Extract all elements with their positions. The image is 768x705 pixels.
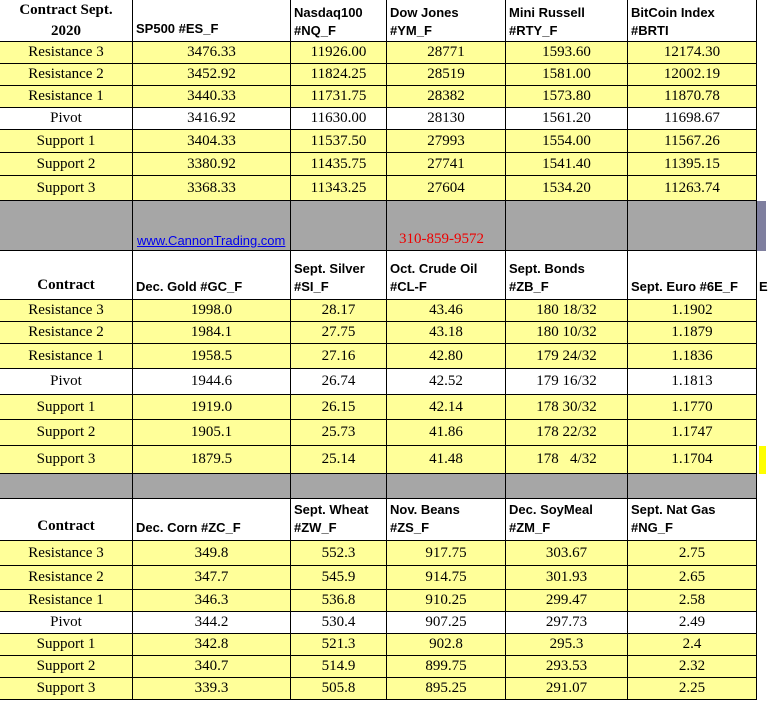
value-cell: 11395.15 bbox=[628, 153, 757, 176]
row-label: Resistance 1 bbox=[0, 344, 133, 369]
column-header-line: Dec. SoyMeal bbox=[509, 502, 593, 517]
value-cell: 340.7 bbox=[133, 656, 291, 678]
column-header-line: BitCoin Index bbox=[631, 5, 715, 20]
value-cell: 11926.00 bbox=[291, 42, 387, 64]
column-header-line: Sept. Silver bbox=[294, 261, 365, 276]
value-cell: 3440.33 bbox=[133, 86, 291, 108]
row-label: Support 3 bbox=[0, 176, 133, 201]
row-label: Resistance 1 bbox=[0, 590, 133, 612]
column-header-line: #ZW_F bbox=[294, 520, 337, 535]
value-cell: 179 24/32 bbox=[506, 344, 628, 369]
value-cell: 43.46 bbox=[387, 300, 506, 322]
column-header bbox=[506, 499, 628, 541]
column-header-line: #NG_F bbox=[631, 520, 673, 535]
column-header bbox=[291, 0, 387, 42]
separator-cell bbox=[0, 474, 133, 499]
value-cell: 1554.00 bbox=[506, 130, 628, 153]
column-header bbox=[291, 251, 387, 300]
phone-number: 310-859-9572 bbox=[399, 231, 484, 247]
row-label: Resistance 2 bbox=[0, 566, 133, 590]
contract-header bbox=[0, 499, 133, 541]
value-cell: 545.9 bbox=[291, 566, 387, 590]
column-header bbox=[133, 499, 291, 541]
value-cell: 303.67 bbox=[506, 541, 628, 566]
value-cell: 42.14 bbox=[387, 395, 506, 420]
value-cell: 3404.33 bbox=[133, 130, 291, 153]
value-cell: 42.80 bbox=[387, 344, 506, 369]
value-cell: 41.48 bbox=[387, 446, 506, 474]
value-cell: 2.75 bbox=[628, 541, 757, 566]
row-label: Resistance 3 bbox=[0, 300, 133, 322]
value-cell: 27741 bbox=[387, 153, 506, 176]
value-cell: 1998.0 bbox=[133, 300, 291, 322]
value-cell: 179 16/32 bbox=[506, 369, 628, 395]
value-cell: 1.1770 bbox=[628, 395, 757, 420]
row-label: Support 3 bbox=[0, 678, 133, 700]
column-header-line: #ZM_F bbox=[509, 520, 551, 535]
value-cell: 514.9 bbox=[291, 656, 387, 678]
column-header bbox=[387, 251, 506, 300]
value-cell: 28382 bbox=[387, 86, 506, 108]
value-cell: 11567.26 bbox=[628, 130, 757, 153]
column-header-line: SP500 #ES_F bbox=[136, 21, 219, 36]
row-label: Resistance 2 bbox=[0, 64, 133, 86]
contract-header bbox=[0, 0, 133, 42]
edge-text-fragment: E bbox=[759, 279, 768, 294]
value-cell: 299.47 bbox=[506, 590, 628, 612]
value-cell: 27604 bbox=[387, 176, 506, 201]
value-cell: 1.1747 bbox=[628, 420, 757, 446]
row-label: Pivot bbox=[0, 612, 133, 634]
value-cell: 530.4 bbox=[291, 612, 387, 634]
column-header-line: Nasdaq100 bbox=[294, 5, 363, 20]
value-cell: 344.2 bbox=[133, 612, 291, 634]
value-cell: 1.1704 bbox=[628, 446, 757, 474]
column-header-line: Dow Jones bbox=[390, 5, 459, 20]
value-cell: 342.8 bbox=[133, 634, 291, 656]
value-cell: 910.25 bbox=[387, 590, 506, 612]
value-cell: 2.65 bbox=[628, 566, 757, 590]
column-header bbox=[133, 251, 291, 300]
column-header-line: Mini Russell bbox=[509, 5, 585, 20]
value-cell: 178 22/32 bbox=[506, 420, 628, 446]
value-cell: 1581.00 bbox=[506, 64, 628, 86]
value-cell: 1561.20 bbox=[506, 108, 628, 130]
separator-cell bbox=[291, 474, 387, 499]
value-cell: 28771 bbox=[387, 42, 506, 64]
row-label: Support 1 bbox=[0, 130, 133, 153]
value-cell: 11824.25 bbox=[291, 64, 387, 86]
column-header-line: #ZB_F bbox=[509, 279, 549, 294]
value-cell: 3368.33 bbox=[133, 176, 291, 201]
separator-cell bbox=[387, 201, 506, 251]
value-cell: 895.25 bbox=[387, 678, 506, 700]
value-cell: 27.75 bbox=[291, 322, 387, 344]
value-cell: 1879.5 bbox=[133, 446, 291, 474]
column-header-line: Sept. Bonds bbox=[509, 261, 585, 276]
value-cell: 899.75 bbox=[387, 656, 506, 678]
value-cell: 28130 bbox=[387, 108, 506, 130]
value-cell: 26.74 bbox=[291, 369, 387, 395]
row-label: Pivot bbox=[0, 108, 133, 130]
value-cell: 1919.0 bbox=[133, 395, 291, 420]
value-cell: 12002.19 bbox=[628, 64, 757, 86]
column-header-line: Dec. Gold #GC_F bbox=[136, 279, 243, 294]
value-cell: 11343.25 bbox=[291, 176, 387, 201]
value-cell: 41.86 bbox=[387, 420, 506, 446]
edge-yellow-fragment bbox=[759, 446, 766, 474]
contract-header-line: Contract bbox=[37, 518, 95, 534]
separator-cell bbox=[506, 201, 628, 251]
value-cell: 11263.74 bbox=[628, 176, 757, 201]
value-cell: 1944.6 bbox=[133, 369, 291, 395]
separator-cell bbox=[506, 474, 628, 499]
value-cell: 2.58 bbox=[628, 590, 757, 612]
value-cell: 914.75 bbox=[387, 566, 506, 590]
value-cell: 552.3 bbox=[291, 541, 387, 566]
value-cell: 27.16 bbox=[291, 344, 387, 369]
value-cell: 27993 bbox=[387, 130, 506, 153]
value-cell: 28.17 bbox=[291, 300, 387, 322]
value-cell: 1593.60 bbox=[506, 42, 628, 64]
value-cell: 11435.75 bbox=[291, 153, 387, 176]
column-header-line: Sept. Euro #6E_F bbox=[631, 279, 738, 294]
column-header bbox=[387, 499, 506, 541]
contract-header bbox=[0, 251, 133, 300]
value-cell: 1573.80 bbox=[506, 86, 628, 108]
row-label: Support 2 bbox=[0, 420, 133, 446]
value-cell: 339.3 bbox=[133, 678, 291, 700]
value-cell: 1.1813 bbox=[628, 369, 757, 395]
value-cell: 346.3 bbox=[133, 590, 291, 612]
row-label: Support 1 bbox=[0, 395, 133, 420]
contract-header-line: Contract bbox=[37, 277, 95, 293]
value-cell: 180 18/32 bbox=[506, 300, 628, 322]
value-cell: 521.3 bbox=[291, 634, 387, 656]
value-cell: 25.73 bbox=[291, 420, 387, 446]
column-header bbox=[628, 251, 757, 300]
value-cell: 1541.40 bbox=[506, 153, 628, 176]
value-cell: 12174.30 bbox=[628, 42, 757, 64]
website-link[interactable]: www.CannonTrading.com bbox=[137, 233, 286, 248]
row-label: Resistance 3 bbox=[0, 42, 133, 64]
value-cell: 3452.92 bbox=[133, 64, 291, 86]
column-header bbox=[387, 0, 506, 42]
column-header-line: #BRTI bbox=[631, 23, 669, 38]
value-cell: 917.75 bbox=[387, 541, 506, 566]
column-header bbox=[291, 499, 387, 541]
value-cell: 28519 bbox=[387, 64, 506, 86]
column-header-line: Sept. Nat Gas bbox=[631, 502, 716, 517]
column-header-line: #NQ_F bbox=[294, 23, 336, 38]
value-cell: 3416.92 bbox=[133, 108, 291, 130]
value-cell: 505.8 bbox=[291, 678, 387, 700]
value-cell: 3476.33 bbox=[133, 42, 291, 64]
value-cell: 2.32 bbox=[628, 656, 757, 678]
value-cell: 11698.67 bbox=[628, 108, 757, 130]
column-header-line: Oct. Crude Oil bbox=[390, 261, 478, 276]
value-cell: 2.49 bbox=[628, 612, 757, 634]
row-label: Resistance 2 bbox=[0, 322, 133, 344]
column-header bbox=[506, 251, 628, 300]
value-cell: 1984.1 bbox=[133, 322, 291, 344]
row-label: Pivot bbox=[0, 369, 133, 395]
value-cell: 902.8 bbox=[387, 634, 506, 656]
value-cell: 1534.20 bbox=[506, 176, 628, 201]
column-header-line: #RTY_F bbox=[509, 23, 558, 38]
column-header bbox=[628, 0, 757, 42]
edge-separator-fragment bbox=[757, 201, 766, 251]
value-cell: 43.18 bbox=[387, 322, 506, 344]
value-cell: 349.8 bbox=[133, 541, 291, 566]
row-label: Support 2 bbox=[0, 153, 133, 176]
separator-cell bbox=[628, 201, 757, 251]
value-cell: 347.7 bbox=[133, 566, 291, 590]
value-cell: 178 4/32 bbox=[506, 446, 628, 474]
row-label: Resistance 3 bbox=[0, 541, 133, 566]
column-header bbox=[628, 499, 757, 541]
column-header-line: #ZS_F bbox=[390, 520, 430, 535]
value-cell: 25.14 bbox=[291, 446, 387, 474]
value-cell: 536.8 bbox=[291, 590, 387, 612]
value-cell: 11731.75 bbox=[291, 86, 387, 108]
column-header-line: #YM_F bbox=[390, 23, 432, 38]
value-cell: 2.25 bbox=[628, 678, 757, 700]
value-cell: 11537.50 bbox=[291, 130, 387, 153]
value-cell: 180 10/32 bbox=[506, 322, 628, 344]
contract-header-line: Contract Sept. bbox=[19, 1, 113, 18]
value-cell: 1.1879 bbox=[628, 322, 757, 344]
column-header-line: Nov. Beans bbox=[390, 502, 460, 517]
value-cell: 301.93 bbox=[506, 566, 628, 590]
value-cell: 1958.5 bbox=[133, 344, 291, 369]
value-cell: 2.4 bbox=[628, 634, 757, 656]
value-cell: 295.3 bbox=[506, 634, 628, 656]
value-cell: 11870.78 bbox=[628, 86, 757, 108]
separator-cell bbox=[628, 474, 757, 499]
column-header-line: #CL-F bbox=[390, 279, 427, 294]
separator-cell bbox=[0, 201, 133, 251]
row-label: Resistance 1 bbox=[0, 86, 133, 108]
value-cell: 907.25 bbox=[387, 612, 506, 634]
column-header bbox=[506, 0, 628, 42]
contract-header-line: 2020 bbox=[51, 22, 81, 39]
column-header-line: Dec. Corn #ZC_F bbox=[136, 520, 241, 535]
value-cell: 293.53 bbox=[506, 656, 628, 678]
value-cell: 1.1836 bbox=[628, 344, 757, 369]
separator-cell bbox=[133, 474, 291, 499]
separator-cell bbox=[387, 474, 506, 499]
column-header bbox=[133, 0, 291, 42]
value-cell: 11630.00 bbox=[291, 108, 387, 130]
row-label: Support 2 bbox=[0, 656, 133, 678]
value-cell: 42.52 bbox=[387, 369, 506, 395]
value-cell: 297.73 bbox=[506, 612, 628, 634]
value-cell: 3380.92 bbox=[133, 153, 291, 176]
value-cell: 1.1902 bbox=[628, 300, 757, 322]
value-cell: 178 30/32 bbox=[506, 395, 628, 420]
separator-cell bbox=[133, 201, 291, 251]
column-header-line: #SI_F bbox=[294, 279, 329, 294]
value-cell: 26.15 bbox=[291, 395, 387, 420]
separator-cell bbox=[291, 201, 387, 251]
value-cell: 291.07 bbox=[506, 678, 628, 700]
value-cell: 1905.1 bbox=[133, 420, 291, 446]
row-label: Support 1 bbox=[0, 634, 133, 656]
column-header-line: Sept. Wheat bbox=[294, 502, 369, 517]
row-label: Support 3 bbox=[0, 446, 133, 474]
